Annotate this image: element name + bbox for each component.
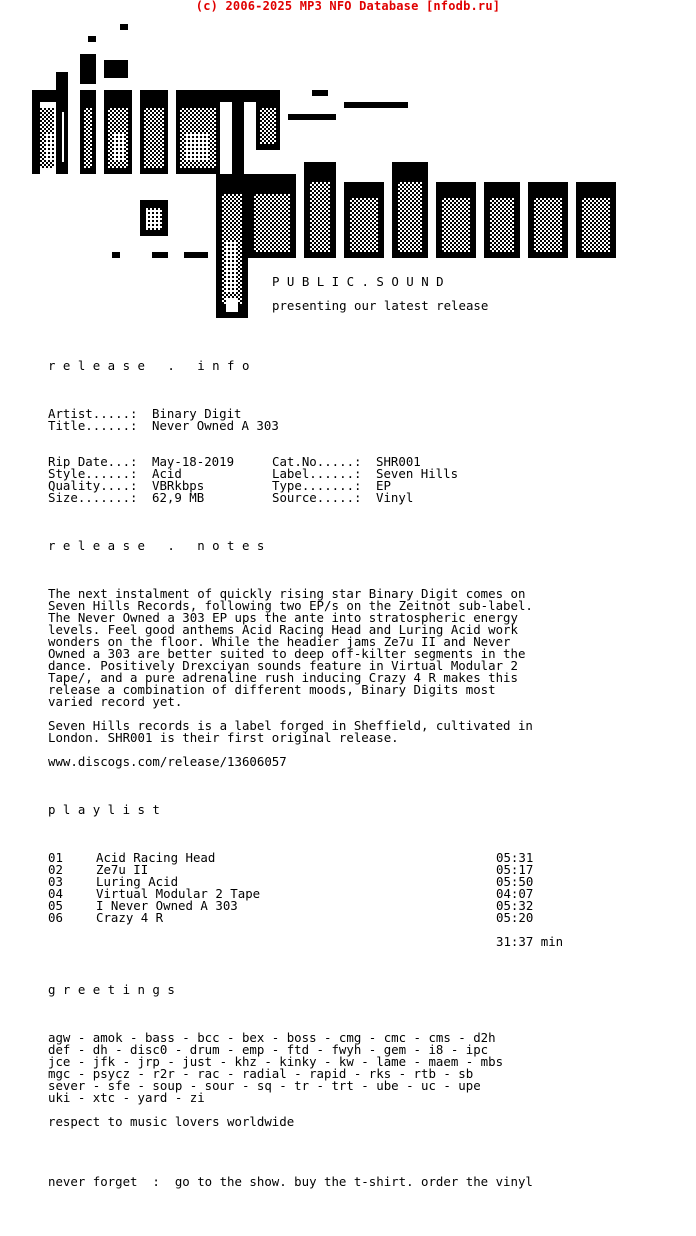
catno-value: SHR001 [376, 454, 421, 469]
track-number: 02 [48, 862, 63, 877]
rip-date-value: May-18-2019 [152, 454, 235, 469]
track-title: Crazy 4 R [96, 910, 164, 925]
notes-line: levels. Feel good anthems Acid Racing Head and Luring Acid work [48, 622, 518, 637]
track-time: 05:31 [496, 850, 534, 865]
style-label: Style......: [48, 466, 138, 481]
notes-line: The Never Owned a 303 EP ups the ante into stratospheric energy [48, 610, 518, 625]
label-label: Label......: [272, 466, 362, 481]
track-title: Virtual Modular 2 Tape [96, 886, 261, 901]
greetings-line: sever - sfe - soup - sour - sq - tr - trt - ube - uc - upe [48, 1078, 481, 1093]
quality-value: VBRkbps [152, 478, 205, 493]
notes-line: Tape/, and a pure adrenaline rush inducing Crazy 4 R makes this [48, 670, 518, 685]
rip-date-label: Rip Date...: [48, 454, 138, 469]
track-title: Ze7u II [96, 862, 149, 877]
catno-label: Cat.No.....: [272, 454, 362, 469]
greetings-line: agw - amok - bass - bcc - bex - boss - cmg - cmc - cms - d2h [48, 1030, 496, 1045]
respect-line: respect to music lovers worldwide [48, 1114, 295, 1129]
greetings-line: jce - jfk - jrp - just - khz - kinky - kw - lame - maem - mbs [48, 1054, 504, 1069]
artist-label: Artist.....: [48, 406, 138, 421]
site-header: (c) 2006-2025 MP3 NFO Database [nfodb.ru] [195, 0, 501, 13]
notes-line: The next instalment of quickly rising star Binary Digit comes on [48, 586, 526, 601]
section-heading-notes: r e l e a s e . n o t e s [48, 538, 265, 553]
footer-line: never forget : go to the show. buy the t-shirt. order the vinyl [48, 1174, 533, 1189]
quality-label: Quality....: [48, 478, 138, 493]
notes-line: wonders on the floor. While the headier jams Ze7u II and Never [48, 634, 511, 649]
track-time: 05:20 [496, 910, 534, 925]
title-label: Title......: [48, 418, 138, 433]
size-label: Size.......: [48, 490, 138, 505]
track-time: 04:07 [496, 886, 534, 901]
track-time: 05:17 [496, 862, 534, 877]
track-number: 01 [48, 850, 63, 865]
track-number: 04 [48, 886, 63, 901]
type-value: EP [376, 478, 391, 493]
track-time: 05:50 [496, 874, 534, 889]
style-value: Acid [152, 466, 182, 481]
source-label: Source.....: [272, 490, 362, 505]
notes-line: dance. Positively Drexciyan sounds feature in Virtual Modular 2 [48, 658, 518, 673]
greetings-line: mgc - psycz - r2r - rac - radial - rapid - rks - rtb - sb [48, 1066, 474, 1081]
greetings-line: def - dh - disc0 - drum - emp - ftd - fwyh - gem - i8 - ipc [48, 1042, 489, 1057]
discogs-url: www.discogs.com/release/13606057 [48, 754, 287, 769]
logo-tagline: presenting our latest release [272, 298, 489, 313]
notes-line: London. SHR001 is their first original release. [48, 730, 399, 745]
greetings-line: uki - xtc - yard - zi [48, 1090, 205, 1105]
track-number: 06 [48, 910, 63, 925]
artist-value: Binary Digit [152, 406, 242, 421]
label-value: Seven Hills [376, 466, 459, 481]
logo-subtitle: P U B L I C . S O U N D [272, 274, 444, 289]
notes-line: release a combination of different moods, Binary Digits most [48, 682, 496, 697]
track-title: Acid Racing Head [96, 850, 216, 865]
notes-line: Owned a 303 are better suited to deep off-kilter segments in the [48, 646, 526, 661]
track-time: 05:32 [496, 898, 534, 913]
size-value: 62,9 MB [152, 490, 205, 505]
track-number: 03 [48, 874, 63, 889]
section-heading-greetings: g r e e t i n g s [48, 982, 175, 997]
notes-line: Seven Hills Records, following two EP/s on the Zeitnot sub-label. [48, 598, 533, 613]
section-heading-info: r e l e a s e . i n f o [48, 358, 250, 373]
source-value: Vinyl [376, 490, 414, 505]
section-heading-playlist: p l a y l i s t [48, 802, 160, 817]
playlist-total-time: 31:37 min [496, 934, 564, 949]
notes-line: varied record yet. [48, 694, 183, 709]
notes-line: Seven Hills records is a label forged in Sheffield, cultivated in [48, 718, 533, 733]
track-title: Luring Acid [96, 874, 179, 889]
track-title: I Never Owned A 303 [96, 898, 238, 913]
track-number: 05 [48, 898, 63, 913]
title-value: Never Owned A 303 [152, 418, 279, 433]
type-label: Type.......: [272, 478, 362, 493]
